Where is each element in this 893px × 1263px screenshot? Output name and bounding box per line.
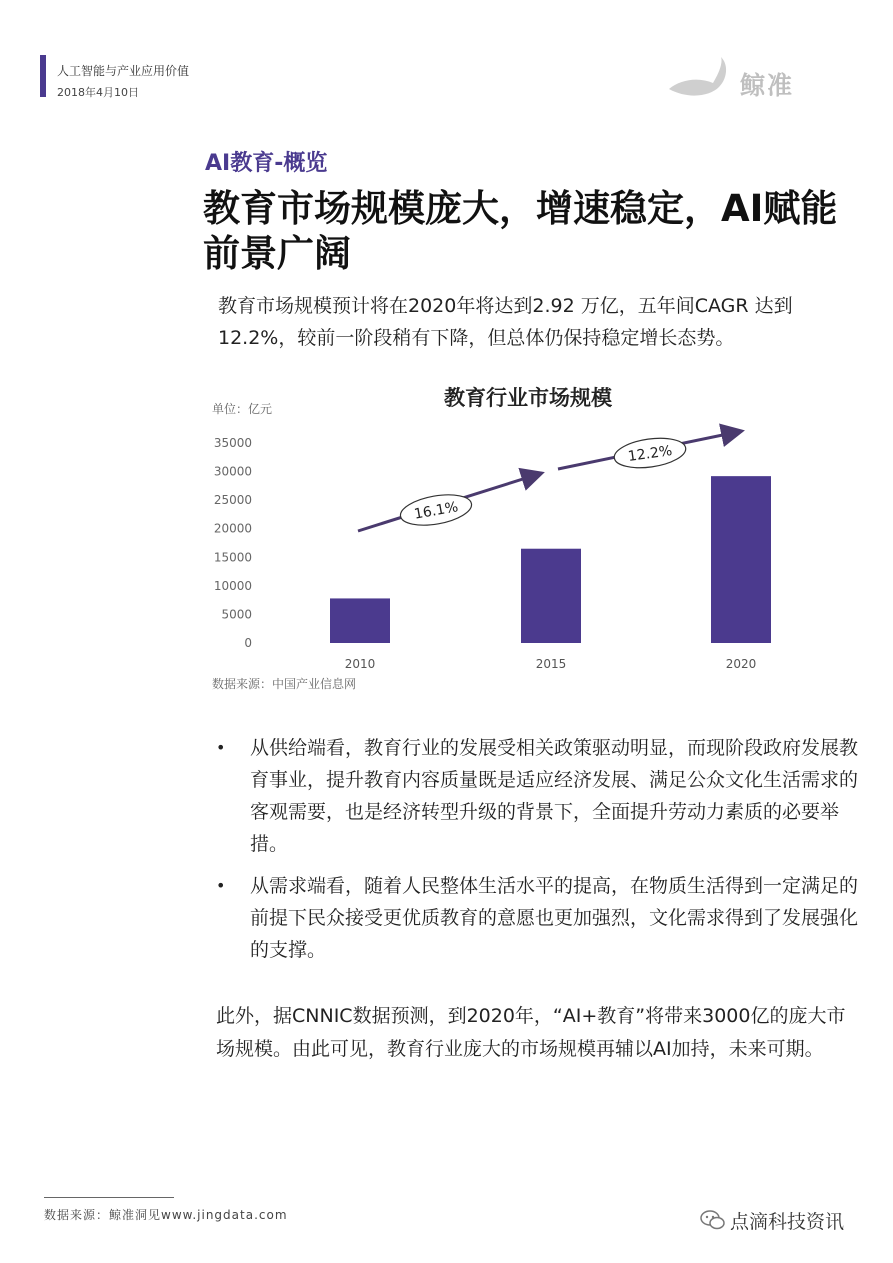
- header-accent-bar: [40, 55, 46, 97]
- header-title: 人工智能与产业应用价值: [57, 64, 190, 78]
- y-tick-label: 15000: [213, 550, 252, 565]
- x-tick-label: 2015: [535, 657, 567, 671]
- y-tick-label: 30000: [213, 464, 252, 479]
- x-tick-label: 2010: [344, 657, 376, 671]
- chart-svg: [200, 375, 800, 695]
- chart-title: 教育行业市场规模: [444, 386, 612, 410]
- section-label: AI教育-概览: [205, 151, 328, 176]
- y-tick-label: 35000: [213, 436, 252, 450]
- bullet-dot-icon: •: [216, 876, 226, 895]
- footer-source: 数据来源：鲸准洞见www.jingdata.com: [44, 1208, 288, 1222]
- bar-2010: [330, 598, 390, 643]
- bullet-text: 从需求端看，随着人民整体生活水平的提高，在物质生活得到一定满足的前提下民众接受更优质教育的意愿也更加强烈，文化需求得到了发展强化的支撑。: [250, 875, 859, 961]
- y-tick-label: 0: [244, 636, 252, 650]
- bar-2020: [711, 476, 771, 643]
- closing-paragraph: 此外，据CNNIC数据预测，到2020年，“AI+教育”将带来3000亿的庞大市场规模。由此可见，教育行业庞大的市场规模再辅以AI加持，未来可期。: [216, 1005, 846, 1060]
- y-tick-label: 25000: [213, 493, 252, 508]
- footer-divider: [44, 1197, 174, 1198]
- bullet-item: [212, 870, 862, 966]
- whale-logo-icon: [665, 55, 735, 100]
- bar-2015: [521, 549, 581, 643]
- y-tick-label: 20000: [213, 521, 252, 536]
- market-size-chart: [200, 375, 800, 695]
- wechat-account-name: 点滴科技资讯: [730, 1211, 845, 1233]
- logo-text: 鲸准: [740, 71, 795, 100]
- wechat-icon: [700, 1209, 726, 1231]
- chart-unit-label: 单位：亿元: [212, 402, 273, 416]
- page-title: 教育市场规模庞大，增速稳定，AI赋能前景广阔: [203, 187, 838, 275]
- cagr-annotation-label: 12.2%: [627, 442, 674, 466]
- header-date: 2018年4月10日: [57, 86, 139, 99]
- cagr-annotation-label: 16.1%: [412, 499, 460, 523]
- x-tick-label: 2020: [725, 657, 757, 671]
- bullet-text: 从供给端看，教育行业的发展受相关政策驱动明显，而现阶段政府发展教育事业，提升教育内容质量既是适应经济发展、满足公众文化生活需求的客观需要，也是经济转型升级的背景下，全面提升劳动力素质的必要举措。: [250, 737, 859, 855]
- y-tick-label: 10000: [213, 578, 252, 593]
- y-tick-label: 5000: [221, 607, 252, 622]
- bullet-list: [212, 732, 862, 976]
- intro-paragraph: 教育市场规模预计将在2020年将达到2.92 万亿，五年间CAGR 达到12.2%，较前一阶段稍有下降，但总体仍保持稳定增长态势。: [218, 295, 793, 349]
- brand-logo: [665, 55, 805, 100]
- bullet-item: [212, 732, 862, 860]
- bullet-dot-icon: •: [216, 738, 226, 757]
- chart-source: 数据来源：中国产业信息网: [212, 677, 357, 691]
